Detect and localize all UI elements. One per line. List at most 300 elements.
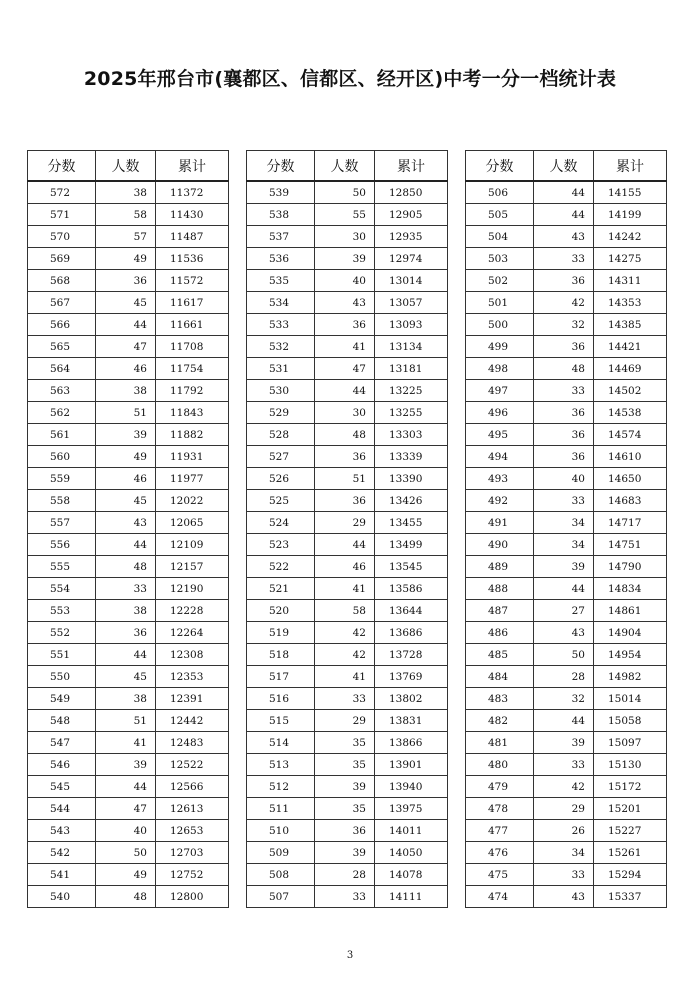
cell-cumulative: 15261 bbox=[594, 842, 667, 864]
cell-count: 44 bbox=[534, 710, 594, 732]
cell-cumulative: 12190 bbox=[156, 578, 229, 600]
table-row bbox=[247, 666, 448, 688]
table-row bbox=[28, 622, 229, 644]
table-row bbox=[466, 666, 667, 688]
cell-count: 39 bbox=[96, 424, 156, 446]
table-row bbox=[247, 358, 448, 380]
table-row bbox=[466, 732, 667, 754]
cell-score: 558 bbox=[28, 490, 96, 512]
cell-count: 44 bbox=[534, 181, 594, 204]
cell-cumulative: 15227 bbox=[594, 820, 667, 842]
cell-count: 49 bbox=[96, 446, 156, 468]
cell-cumulative: 15014 bbox=[594, 688, 667, 710]
cell-score: 547 bbox=[28, 732, 96, 754]
cell-count: 47 bbox=[96, 336, 156, 358]
cell-count: 44 bbox=[96, 644, 156, 666]
cell-cumulative: 14353 bbox=[594, 292, 667, 314]
table-row bbox=[28, 578, 229, 600]
cell-count: 58 bbox=[315, 600, 375, 622]
cell-cumulative: 12228 bbox=[156, 600, 229, 622]
score-table-2 bbox=[246, 150, 448, 908]
cell-score: 512 bbox=[247, 776, 315, 798]
table-row bbox=[28, 666, 229, 688]
cell-score: 559 bbox=[28, 468, 96, 490]
cell-score: 526 bbox=[247, 468, 315, 490]
cell-score: 554 bbox=[28, 578, 96, 600]
cell-cumulative: 13057 bbox=[375, 292, 448, 314]
cell-cumulative: 11708 bbox=[156, 336, 229, 358]
cell-score: 479 bbox=[466, 776, 534, 798]
table-row bbox=[28, 754, 229, 776]
cell-cumulative: 15172 bbox=[594, 776, 667, 798]
cell-score: 511 bbox=[247, 798, 315, 820]
cell-count: 46 bbox=[96, 468, 156, 490]
table-row bbox=[247, 622, 448, 644]
cell-score: 542 bbox=[28, 842, 96, 864]
cell-count: 38 bbox=[96, 380, 156, 402]
cell-count: 33 bbox=[534, 380, 594, 402]
cell-cumulative: 13303 bbox=[375, 424, 448, 446]
cell-count: 48 bbox=[534, 358, 594, 380]
cell-count: 43 bbox=[534, 886, 594, 908]
cell-score: 484 bbox=[466, 666, 534, 688]
cell-cumulative: 12065 bbox=[156, 512, 229, 534]
cell-score: 486 bbox=[466, 622, 534, 644]
table-row bbox=[466, 181, 667, 204]
cell-score: 522 bbox=[247, 556, 315, 578]
cell-count: 47 bbox=[96, 798, 156, 820]
cell-score: 548 bbox=[28, 710, 96, 732]
cell-count: 35 bbox=[315, 754, 375, 776]
table-row bbox=[466, 336, 667, 358]
table-row bbox=[28, 204, 229, 226]
cell-count: 48 bbox=[315, 424, 375, 446]
cell-cumulative: 13339 bbox=[375, 446, 448, 468]
cell-cumulative: 12653 bbox=[156, 820, 229, 842]
cell-score: 489 bbox=[466, 556, 534, 578]
cell-count: 46 bbox=[96, 358, 156, 380]
cell-cumulative: 13181 bbox=[375, 358, 448, 380]
table-row bbox=[466, 402, 667, 424]
cell-count: 51 bbox=[96, 402, 156, 424]
cell-score: 529 bbox=[247, 402, 315, 424]
table-row bbox=[466, 380, 667, 402]
cell-score: 570 bbox=[28, 226, 96, 248]
cell-score: 527 bbox=[247, 446, 315, 468]
cell-count: 41 bbox=[315, 336, 375, 358]
cell-count: 36 bbox=[315, 446, 375, 468]
header-count: 人数 bbox=[315, 151, 375, 182]
cell-cumulative: 13225 bbox=[375, 380, 448, 402]
table-row bbox=[28, 864, 229, 886]
cell-score: 504 bbox=[466, 226, 534, 248]
cell-count: 33 bbox=[534, 248, 594, 270]
table-row bbox=[28, 248, 229, 270]
cell-count: 29 bbox=[534, 798, 594, 820]
cell-score: 480 bbox=[466, 754, 534, 776]
table-row bbox=[466, 248, 667, 270]
cell-cumulative: 11792 bbox=[156, 380, 229, 402]
table-row bbox=[247, 798, 448, 820]
cell-cumulative: 13644 bbox=[375, 600, 448, 622]
table-row bbox=[247, 446, 448, 468]
table-row bbox=[247, 754, 448, 776]
cell-cumulative: 15294 bbox=[594, 864, 667, 886]
cell-count: 49 bbox=[96, 248, 156, 270]
cell-cumulative: 14683 bbox=[594, 490, 667, 512]
table-row bbox=[466, 622, 667, 644]
cell-cumulative: 13455 bbox=[375, 512, 448, 534]
cell-cumulative: 13255 bbox=[375, 402, 448, 424]
cell-count: 38 bbox=[96, 688, 156, 710]
table-row bbox=[466, 534, 667, 556]
cell-score: 549 bbox=[28, 688, 96, 710]
cell-cumulative: 15337 bbox=[594, 886, 667, 908]
cell-count: 39 bbox=[315, 842, 375, 864]
cell-count: 38 bbox=[96, 181, 156, 204]
table-row bbox=[247, 886, 448, 908]
cell-cumulative: 14954 bbox=[594, 644, 667, 666]
table-row bbox=[466, 556, 667, 578]
cell-cumulative: 13586 bbox=[375, 578, 448, 600]
table-row bbox=[247, 600, 448, 622]
cell-count: 36 bbox=[315, 314, 375, 336]
cell-cumulative: 12905 bbox=[375, 204, 448, 226]
table-row bbox=[28, 688, 229, 710]
cell-count: 36 bbox=[96, 622, 156, 644]
cell-count: 57 bbox=[96, 226, 156, 248]
cell-count: 39 bbox=[96, 754, 156, 776]
cell-count: 33 bbox=[534, 864, 594, 886]
cell-score: 497 bbox=[466, 380, 534, 402]
cell-cumulative: 12752 bbox=[156, 864, 229, 886]
cell-cumulative: 12308 bbox=[156, 644, 229, 666]
table-row bbox=[466, 358, 667, 380]
cell-count: 50 bbox=[315, 181, 375, 204]
cell-count: 40 bbox=[96, 820, 156, 842]
cell-count: 29 bbox=[315, 710, 375, 732]
cell-count: 39 bbox=[315, 248, 375, 270]
cell-score: 492 bbox=[466, 490, 534, 512]
table-row bbox=[466, 754, 667, 776]
cell-score: 506 bbox=[466, 181, 534, 204]
cell-cumulative: 12613 bbox=[156, 798, 229, 820]
cell-score: 519 bbox=[247, 622, 315, 644]
cell-cumulative: 14078 bbox=[375, 864, 448, 886]
cell-score: 537 bbox=[247, 226, 315, 248]
cell-cumulative: 13686 bbox=[375, 622, 448, 644]
cell-count: 50 bbox=[96, 842, 156, 864]
cell-score: 556 bbox=[28, 534, 96, 556]
table-row bbox=[28, 490, 229, 512]
cell-count: 51 bbox=[315, 468, 375, 490]
cell-count: 41 bbox=[315, 666, 375, 688]
table-row bbox=[466, 424, 667, 446]
cell-score: 535 bbox=[247, 270, 315, 292]
cell-count: 33 bbox=[315, 886, 375, 908]
score-table-1 bbox=[27, 150, 229, 908]
cell-cumulative: 11931 bbox=[156, 446, 229, 468]
cell-cumulative: 13499 bbox=[375, 534, 448, 556]
cell-cumulative: 11572 bbox=[156, 270, 229, 292]
cell-score: 481 bbox=[466, 732, 534, 754]
table-row bbox=[466, 688, 667, 710]
cell-cumulative: 12850 bbox=[375, 181, 448, 204]
table-row bbox=[466, 490, 667, 512]
cell-count: 44 bbox=[96, 314, 156, 336]
cell-cumulative: 12109 bbox=[156, 534, 229, 556]
cell-cumulative: 13831 bbox=[375, 710, 448, 732]
header-cumulative: 累计 bbox=[594, 151, 667, 182]
header-cumulative: 累计 bbox=[375, 151, 448, 182]
cell-cumulative: 11843 bbox=[156, 402, 229, 424]
cell-count: 43 bbox=[534, 226, 594, 248]
table-row bbox=[466, 842, 667, 864]
table-row bbox=[247, 292, 448, 314]
cell-score: 525 bbox=[247, 490, 315, 512]
table-row bbox=[28, 534, 229, 556]
cell-score: 531 bbox=[247, 358, 315, 380]
table-row bbox=[466, 820, 667, 842]
cell-score: 543 bbox=[28, 820, 96, 842]
cell-score: 518 bbox=[247, 644, 315, 666]
cell-score: 534 bbox=[247, 292, 315, 314]
cell-score: 508 bbox=[247, 864, 315, 886]
table-row bbox=[28, 226, 229, 248]
table-row bbox=[247, 578, 448, 600]
cell-score: 552 bbox=[28, 622, 96, 644]
table-row bbox=[466, 644, 667, 666]
cell-score: 536 bbox=[247, 248, 315, 270]
cell-score: 524 bbox=[247, 512, 315, 534]
cell-score: 521 bbox=[247, 578, 315, 600]
cell-cumulative: 12022 bbox=[156, 490, 229, 512]
cell-cumulative: 14610 bbox=[594, 446, 667, 468]
table-row bbox=[247, 534, 448, 556]
table-row bbox=[28, 798, 229, 820]
score-table-3 bbox=[465, 150, 667, 908]
table-row bbox=[466, 204, 667, 226]
cell-count: 50 bbox=[534, 644, 594, 666]
cell-score: 546 bbox=[28, 754, 96, 776]
cell-cumulative: 14574 bbox=[594, 424, 667, 446]
cell-score: 564 bbox=[28, 358, 96, 380]
cell-cumulative: 15130 bbox=[594, 754, 667, 776]
cell-score: 515 bbox=[247, 710, 315, 732]
table-row bbox=[466, 886, 667, 908]
cell-count: 43 bbox=[315, 292, 375, 314]
cell-score: 567 bbox=[28, 292, 96, 314]
cell-cumulative: 12157 bbox=[156, 556, 229, 578]
cell-cumulative: 14111 bbox=[375, 886, 448, 908]
cell-cumulative: 11617 bbox=[156, 292, 229, 314]
cell-score: 551 bbox=[28, 644, 96, 666]
cell-count: 45 bbox=[96, 292, 156, 314]
cell-count: 58 bbox=[96, 204, 156, 226]
cell-cumulative: 13014 bbox=[375, 270, 448, 292]
cell-score: 565 bbox=[28, 336, 96, 358]
header-count: 人数 bbox=[96, 151, 156, 182]
cell-cumulative: 11754 bbox=[156, 358, 229, 380]
table-row bbox=[466, 864, 667, 886]
cell-cumulative: 12935 bbox=[375, 226, 448, 248]
cell-score: 572 bbox=[28, 181, 96, 204]
cell-count: 41 bbox=[315, 578, 375, 600]
cell-cumulative: 13802 bbox=[375, 688, 448, 710]
table-row bbox=[247, 380, 448, 402]
cell-count: 34 bbox=[534, 842, 594, 864]
header-score: 分数 bbox=[466, 151, 534, 182]
cell-cumulative: 12264 bbox=[156, 622, 229, 644]
table-row bbox=[247, 512, 448, 534]
cell-cumulative: 14650 bbox=[594, 468, 667, 490]
cell-count: 43 bbox=[534, 622, 594, 644]
cell-count: 42 bbox=[534, 292, 594, 314]
table-row bbox=[28, 424, 229, 446]
cell-cumulative: 14502 bbox=[594, 380, 667, 402]
cell-cumulative: 14538 bbox=[594, 402, 667, 424]
table-row bbox=[247, 842, 448, 864]
cell-score: 475 bbox=[466, 864, 534, 886]
cell-score: 528 bbox=[247, 424, 315, 446]
cell-score: 499 bbox=[466, 336, 534, 358]
cell-count: 33 bbox=[534, 754, 594, 776]
page-number: 3 bbox=[346, 950, 354, 961]
cell-cumulative: 11661 bbox=[156, 314, 229, 336]
cell-cumulative: 13866 bbox=[375, 732, 448, 754]
cell-cumulative: 13093 bbox=[375, 314, 448, 336]
table-row bbox=[28, 644, 229, 666]
table-row bbox=[247, 402, 448, 424]
cell-count: 55 bbox=[315, 204, 375, 226]
cell-cumulative: 15097 bbox=[594, 732, 667, 754]
table-row bbox=[28, 292, 229, 314]
cell-cumulative: 11977 bbox=[156, 468, 229, 490]
cell-cumulative: 11536 bbox=[156, 248, 229, 270]
cell-count: 42 bbox=[315, 644, 375, 666]
table-row bbox=[466, 600, 667, 622]
cell-cumulative: 12974 bbox=[375, 248, 448, 270]
cell-score: 568 bbox=[28, 270, 96, 292]
cell-count: 39 bbox=[534, 732, 594, 754]
cell-count: 36 bbox=[534, 424, 594, 446]
cell-score: 485 bbox=[466, 644, 534, 666]
header-count: 人数 bbox=[534, 151, 594, 182]
cell-count: 43 bbox=[96, 512, 156, 534]
cell-count: 40 bbox=[534, 468, 594, 490]
cell-cumulative: 13975 bbox=[375, 798, 448, 820]
table-row bbox=[28, 732, 229, 754]
cell-score: 545 bbox=[28, 776, 96, 798]
cell-count: 29 bbox=[315, 512, 375, 534]
cell-cumulative: 15058 bbox=[594, 710, 667, 732]
cell-score: 501 bbox=[466, 292, 534, 314]
cell-count: 36 bbox=[534, 446, 594, 468]
table-row bbox=[28, 358, 229, 380]
cell-score: 494 bbox=[466, 446, 534, 468]
table-row bbox=[247, 490, 448, 512]
cell-score: 533 bbox=[247, 314, 315, 336]
cell-score: 503 bbox=[466, 248, 534, 270]
cell-score: 516 bbox=[247, 688, 315, 710]
table-row bbox=[28, 776, 229, 798]
cell-score: 490 bbox=[466, 534, 534, 556]
table-row bbox=[247, 710, 448, 732]
cell-score: 566 bbox=[28, 314, 96, 336]
cell-count: 36 bbox=[534, 402, 594, 424]
cell-count: 35 bbox=[315, 798, 375, 820]
cell-score: 517 bbox=[247, 666, 315, 688]
cell-count: 36 bbox=[315, 490, 375, 512]
cell-cumulative: 14982 bbox=[594, 666, 667, 688]
table-row bbox=[247, 181, 448, 204]
cell-score: 510 bbox=[247, 820, 315, 842]
cell-count: 34 bbox=[534, 534, 594, 556]
cell-count: 44 bbox=[315, 534, 375, 556]
cell-score: 538 bbox=[247, 204, 315, 226]
cell-score: 513 bbox=[247, 754, 315, 776]
cell-score: 491 bbox=[466, 512, 534, 534]
cell-cumulative: 14275 bbox=[594, 248, 667, 270]
cell-count: 26 bbox=[534, 820, 594, 842]
cell-count: 33 bbox=[96, 578, 156, 600]
cell-score: 557 bbox=[28, 512, 96, 534]
cell-count: 30 bbox=[315, 402, 375, 424]
cell-count: 44 bbox=[315, 380, 375, 402]
table-row bbox=[466, 226, 667, 248]
table-row bbox=[247, 644, 448, 666]
header-score: 分数 bbox=[247, 151, 315, 182]
cell-count: 36 bbox=[96, 270, 156, 292]
table-row bbox=[28, 600, 229, 622]
cell-cumulative: 13940 bbox=[375, 776, 448, 798]
cell-score: 540 bbox=[28, 886, 96, 908]
table-row bbox=[466, 270, 667, 292]
table-row bbox=[247, 732, 448, 754]
table-row bbox=[28, 336, 229, 358]
cell-count: 46 bbox=[315, 556, 375, 578]
cell-count: 47 bbox=[315, 358, 375, 380]
cell-cumulative: 11372 bbox=[156, 181, 229, 204]
cell-cumulative: 12391 bbox=[156, 688, 229, 710]
table-row bbox=[247, 864, 448, 886]
cell-count: 39 bbox=[315, 776, 375, 798]
table-row bbox=[466, 292, 667, 314]
cell-cumulative: 14751 bbox=[594, 534, 667, 556]
cell-count: 28 bbox=[315, 864, 375, 886]
cell-count: 32 bbox=[534, 688, 594, 710]
cell-score: 483 bbox=[466, 688, 534, 710]
cell-score: 500 bbox=[466, 314, 534, 336]
cell-score: 569 bbox=[28, 248, 96, 270]
cell-count: 38 bbox=[96, 600, 156, 622]
cell-score: 563 bbox=[28, 380, 96, 402]
cell-score: 571 bbox=[28, 204, 96, 226]
cell-count: 45 bbox=[96, 666, 156, 688]
cell-score: 502 bbox=[466, 270, 534, 292]
cell-cumulative: 12703 bbox=[156, 842, 229, 864]
table-row bbox=[28, 402, 229, 424]
cell-count: 44 bbox=[534, 204, 594, 226]
table-row bbox=[247, 688, 448, 710]
cell-cumulative: 14904 bbox=[594, 622, 667, 644]
table-row bbox=[466, 710, 667, 732]
cell-cumulative: 14717 bbox=[594, 512, 667, 534]
table-row bbox=[466, 578, 667, 600]
table-row bbox=[247, 204, 448, 226]
cell-score: 482 bbox=[466, 710, 534, 732]
cell-cumulative: 13426 bbox=[375, 490, 448, 512]
